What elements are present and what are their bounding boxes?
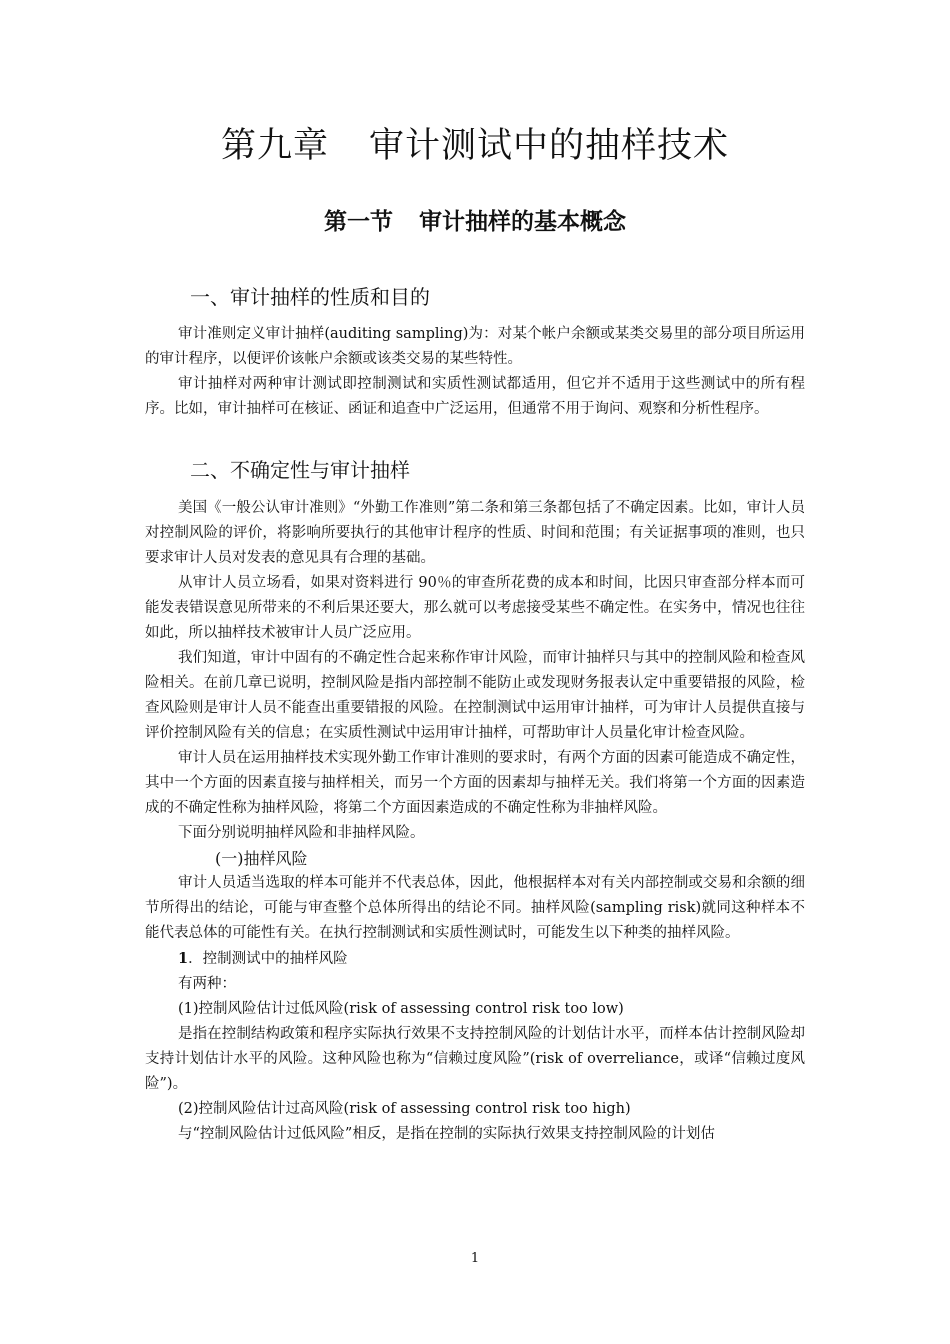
item-control-test-risk [145,946,805,972]
section-number: 第一节 [324,209,393,235]
risk-b-title: (2)控制风险估计过高风险(risk of assessing control risk too high) [178,1101,631,1117]
paragraph: 我们知道，审计中固有的不确定性合起来称作审计风险，而审计抽样只与其中的控制风险和检查风险相关。在前几章已说明，控制风险是指内部控制不能防止或发现财务报表认定中重要错报的风险，检查风险则是审计人员不能查出重要错报的风险。在控制测试中运用审计抽样，可为审计人员提供直接与评价控制风险有关的信息；在实质性测试中运用审计抽样，可帮助审计人员量化审计检查风险。 [145,650,805,741]
part1-body [145,322,805,422]
paragraph: 是指在控制结构政策和程序实际执行效果不支持控制风险的计划估计水平，而样本估计控制风险却支持计划估计水平的风险。这种风险也称为“信赖过度风险”(risk of overreliance，或译“信赖过度风险”)。 [145,1026,805,1092]
paragraph: 审计人员适当选取的样本可能并不代表总体，因此，他根据样本对有关内部控制或交易和余额的细节所得出的结论，可能与审查整个总体所得出的结论不同。抽样风险(sampling risk)就同这种样本不能代表总体的可能性有关。在执行控制测试和实质性测试时，可能发生以下种类的抽样风险。 [145,875,805,941]
chapter-title [0,118,950,168]
section-name: 审计抽样的基本概念 [419,209,626,235]
paragraph: 有两种： [178,976,236,992]
section-title [0,203,950,236]
risk-a-title: (1)控制风险估计过低风险(risk of assessing control risk too low) [178,1001,624,1017]
paragraph: 美国《一般公认审计准则》“外勤工作准则”第二条和第三条都包括了不确定因素。比如，审计人员对控制风险的评价，将影响所要执行的其他审计程序的性质、时间和范围；有关证据事项的准则，也只要求审计人员对发表的意见具有合理的基础。 [145,500,805,566]
paragraph: 从审计人员立场看，如果对资料进行 90％的审查所花费的成本和时间，比因只审查部分样本而可能发表错误意见所带来的不利后果还要大，那么就可以考虑接受某些不确定性。在实务中，情况也往往如此，所以抽样技术被审计人员广泛应用。 [145,575,805,641]
chapter-name: 审计测试中的抽样技术 [369,126,730,166]
chapter-number: 第九章 [220,126,329,166]
part1-heading: 一、审计抽样的性质和目的 [190,285,430,309]
page-number: 1 [470,1251,480,1266]
subheading-sampling-risk: (一)抽样风险 [215,849,308,868]
part2-body [145,496,805,1147]
paragraph: 与“控制风险估计过低风险”相反，是指在控制的实际执行效果支持控制风险的计划估 [178,1126,715,1142]
paragraph: 审计人员在运用抽样技术实现外勤工作审计准则的要求时，有两个方面的因素可能造成不确定性，其中一个方面的因素直接与抽样相关，而另一个方面的因素却与抽样无关。我们将第一个方面的因素造成的不确定性称为抽样风险，将第二个方面因素造成的不确定性称为非抽样风险。 [145,750,805,816]
paragraph: 下面分别说明抽样风险和非抽样风险。 [178,825,425,841]
item-title: ．控制测试中的抽样风险 [188,951,348,967]
part2-heading: 二、不确定性与审计抽样 [190,458,410,482]
paragraph: 审计抽样对两种审计测试即控制测试和实质性测试都适用，但它并不适用于这些测试中的所有程序。比如，审计抽样可在核证、函证和追查中广泛运用，但通常不用于询问、观察和分析性程序。 [145,376,805,417]
item-number: 1 [178,950,189,967]
paragraph: 审计准则定义审计抽样(auditing sampling)为：对某个帐户余额或某类交易里的部分项目所运用的审计程序，以便评价该帐户余额或该类交易的某些特性。 [145,326,805,367]
